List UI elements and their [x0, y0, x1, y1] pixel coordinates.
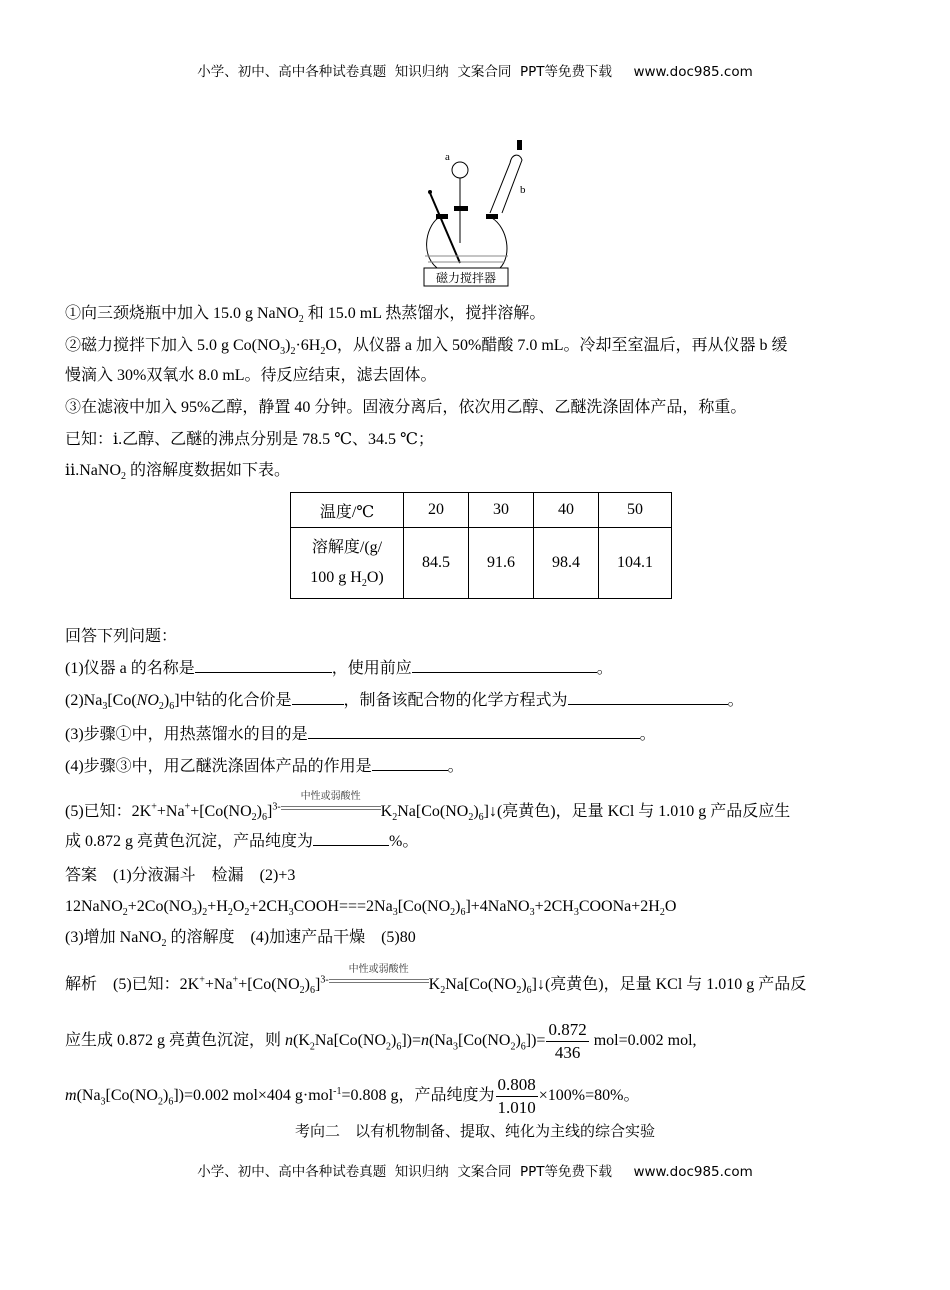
text-run: (5)已知：2K — [65, 803, 152, 820]
table-row — [291, 528, 672, 599]
paragraph — [65, 626, 177, 648]
subscript: 2 — [659, 907, 665, 919]
paragraph — [65, 756, 464, 778]
text-run: 的溶解度数据如下表。 — [126, 462, 291, 479]
subscript: 2 — [450, 907, 456, 919]
paragraph — [65, 429, 434, 451]
fraction — [546, 1019, 588, 1064]
table-cell: 98.4 — [534, 528, 599, 599]
italic-symbol: NO — [136, 692, 159, 709]
text-run: ×100%=80%。 — [538, 1087, 640, 1105]
text-run: (3)增加 NaNO — [65, 929, 162, 946]
text-run: (1)仪器 a 的名称是 — [65, 660, 195, 677]
text-run: ) — [521, 976, 527, 993]
supscript: + — [199, 974, 205, 986]
text-run: (Na — [76, 1087, 101, 1105]
supscript: 3- — [272, 801, 281, 813]
row-label-line1: 溶解度/(g/ — [311, 539, 383, 556]
row-label-line2: 100 g H — [310, 569, 362, 586]
text-run: 和 15.0 mL 热蒸馏水，搅拌溶解。 — [303, 305, 546, 322]
text-run: ) — [196, 898, 203, 915]
subscript: 2 — [309, 1041, 315, 1053]
text-run: ③在滤液中加入 95%乙醇，静置 40 分钟。固液分离后，依次用乙醇、乙醚洗涤固体产品，称重。 — [65, 399, 747, 416]
paragraph — [65, 365, 437, 387]
text-run: ) — [256, 803, 262, 820]
text-run: [Co(NO — [105, 1087, 158, 1105]
subscript: 3 — [191, 907, 197, 919]
fraction — [496, 1074, 538, 1119]
paragraph — [65, 724, 656, 746]
text-run: (K — [293, 1032, 310, 1050]
text-run: 慢滴入 30%双氧水 8.0 mL。待反应结束，滤去固体。 — [65, 367, 437, 384]
subscript: 3 — [288, 907, 294, 919]
text-run: 。 — [596, 660, 613, 677]
text-run: ) — [163, 692, 170, 709]
text-run: O — [232, 898, 245, 915]
text-run: O — [664, 898, 677, 915]
text-run: Na[Co(NO — [397, 803, 469, 820]
subscript: 2 — [468, 812, 474, 824]
text-run: ) — [285, 337, 291, 354]
subscript: 2 — [244, 907, 250, 919]
text-run: Na[Co(NO — [314, 1032, 386, 1050]
text-run: 的溶解度 (4)加速产品干燥 (5)80 — [166, 929, 416, 946]
text-run: 。 — [447, 758, 464, 775]
reaction-condition: 中性或弱酸性 — [300, 791, 361, 802]
subscript: 2 — [386, 1041, 391, 1053]
answer-blank — [195, 658, 332, 673]
text-run: K — [428, 976, 441, 993]
paragraph — [65, 303, 545, 325]
paragraph — [65, 335, 788, 357]
text-run: K — [380, 803, 393, 820]
denominator: 1.010 — [497, 1098, 536, 1117]
text-run: 答案 (1)分液漏斗 检漏 (2)+3 — [65, 867, 296, 884]
text-run: (Na — [429, 1032, 453, 1050]
subscript: 6 — [526, 985, 532, 997]
page-header: 小学、初中、高中各种试卷真题 知识归纳 文案合同 PPT等免费下载 www.doc985.com — [197, 64, 753, 80]
text-run: ] — [314, 976, 321, 993]
text-run: 应生成 0.872 g 亮黄色沉淀，则 — [65, 1032, 286, 1050]
text-run: COOH===2Na — [293, 898, 393, 915]
text-run: (2)Na — [65, 692, 103, 709]
paragraph — [65, 791, 791, 824]
table-cell: 20 — [404, 493, 469, 528]
paragraph — [65, 865, 295, 887]
italic-symbol: m — [65, 1087, 77, 1105]
text-run: Na[Co(NO — [445, 976, 517, 993]
label-a: a — [445, 151, 450, 163]
text-run: +[Co(NO — [238, 976, 300, 993]
italic-symbol: n — [285, 1032, 294, 1050]
paragraph — [65, 831, 418, 853]
section-title: 考向二 以有机物制备、提取、纯化为主线的综合实验 — [294, 1122, 655, 1140]
page-footer: 小学、初中、高中各种试卷真题 知识归纳 文案合同 PPT等免费下载 www.doc985.com — [197, 1164, 753, 1180]
text-run: 成 0.872 g 亮黄色沉淀，产品纯度为 — [65, 833, 314, 850]
text-run: 12NaNO — [65, 898, 123, 915]
text-run: %。 — [389, 833, 419, 850]
text-run: +Na — [156, 803, 185, 820]
subscript: 6 — [520, 1041, 526, 1053]
text-run: ])=0.002 mol×404 g·mol — [173, 1087, 334, 1105]
double-line — [329, 979, 429, 983]
subscript: 2 — [440, 985, 446, 997]
table-row-label — [291, 528, 404, 599]
text-run: ]+4NaNO — [465, 898, 530, 915]
subscript: 2 — [298, 314, 304, 326]
reaction-arrow — [329, 964, 429, 989]
text-run: ⅱ.NaNO — [65, 462, 121, 479]
subscript: 3 — [392, 907, 398, 919]
subscript: 6 — [460, 907, 466, 919]
paragraph — [65, 1074, 639, 1119]
text-run: COONa+2H — [578, 898, 660, 915]
subscript: 6 — [478, 812, 484, 824]
paragraph — [65, 690, 744, 712]
subscript: 2 — [392, 812, 398, 824]
text-run: ] — [266, 803, 273, 820]
solubility-table — [290, 492, 672, 599]
table-cell: 50 — [599, 493, 672, 528]
label-b: b — [520, 184, 526, 196]
supscript: 3- — [320, 974, 329, 986]
text-run: ，制备该配合物的化学方程式为 — [343, 692, 568, 709]
answer-blank — [372, 756, 448, 771]
text-run: =0.808 g，产品纯度为 — [341, 1087, 495, 1105]
text-run: ])= — [401, 1032, 422, 1050]
text-run: 。 — [639, 726, 656, 743]
text-run: +2CH — [534, 898, 574, 915]
text-run: ) — [391, 1032, 397, 1050]
subscript: 2 — [227, 907, 233, 919]
text-run: +H — [207, 898, 228, 915]
paragraph — [65, 1019, 697, 1064]
subscript: 3 — [529, 907, 535, 919]
table-cell: 30 — [469, 493, 534, 528]
apparatus-diagram — [420, 138, 530, 288]
table-cell: 104.1 — [599, 528, 672, 599]
row-label-sub: 2 — [361, 578, 367, 590]
text-run: +2Co(NO — [127, 898, 192, 915]
text-run: ) — [455, 898, 461, 915]
paragraph — [65, 397, 746, 419]
subscript: 2 — [121, 471, 126, 483]
paragraph — [65, 927, 416, 949]
row-label-line2-end: O) — [366, 569, 384, 586]
subscript: 2 — [202, 907, 208, 919]
subscript: 3 — [102, 701, 108, 713]
supscript: -1 — [333, 1085, 342, 1097]
answer-blank — [292, 690, 344, 705]
subscript: 2 — [251, 812, 257, 824]
subscript: 3 — [100, 1096, 106, 1108]
subscript: 2 — [158, 701, 164, 713]
text-run: ①向三颈烧瓶中加入 15.0 g NaNO — [65, 305, 299, 322]
numerator: 0.808 — [496, 1074, 538, 1097]
text-run: ，使用前应 — [331, 660, 412, 677]
text-run: O，从仪器 a 加入 50%醋酸 7.0 mL。冷却至室温后，再从仪器 b 缓 — [325, 337, 788, 354]
text-run: ) — [304, 976, 310, 993]
text-run: [Co(NO — [458, 1032, 511, 1050]
text-run: (4)步骤③中，用乙醚洗涤固体产品的作用是 — [65, 758, 372, 775]
italic-symbol: n — [421, 1032, 430, 1050]
text-run: ]↓(亮黄色)，足量 KCl 与 1.010 g 产品反应生 — [483, 803, 791, 820]
subscript: 2 — [122, 907, 128, 919]
reaction-condition: 中性或弱酸性 — [348, 964, 409, 975]
supscript: + — [232, 974, 239, 986]
subscript: 6 — [309, 985, 315, 997]
subscript: 6 — [261, 812, 267, 824]
subscript: 2 — [161, 938, 167, 950]
subscript: 6 — [169, 701, 175, 713]
denominator: 436 — [554, 1043, 581, 1062]
subscript: 3 — [453, 1041, 458, 1053]
subscript: 6 — [396, 1041, 402, 1053]
answer-blank — [313, 831, 389, 846]
text-run: [Co( — [107, 692, 137, 709]
subscript: 2 — [157, 1096, 163, 1108]
text-run: (3)步骤①中，用热蒸馏水的目的是 — [65, 726, 308, 743]
answer-blank — [308, 724, 640, 739]
text-run: ]中钴的化合价是 — [174, 692, 292, 709]
text-run: ②磁力搅拌下加入 5.0 g Co(NO — [65, 337, 281, 354]
paragraph — [65, 964, 807, 997]
answer-blank — [568, 690, 728, 705]
text-run: +[Co(NO — [190, 803, 252, 820]
text-run: ])= — [525, 1032, 546, 1050]
subscript: 2 — [510, 1041, 516, 1053]
text-run: [Co(NO — [397, 898, 451, 915]
paragraph — [65, 460, 290, 482]
subscript: 2 — [299, 985, 305, 997]
stirrer-label: 磁力搅拌器 — [435, 271, 497, 285]
answer-blank — [412, 658, 597, 673]
text-run: ) — [515, 1032, 521, 1050]
text-run: 解析 (5)已知：2K — [65, 976, 200, 993]
table-cell: 84.5 — [404, 528, 469, 599]
subscript: 6 — [168, 1096, 174, 1108]
subscript: 3 — [280, 346, 286, 358]
reaction-arrow — [281, 791, 381, 816]
numerator: 0.872 — [546, 1019, 588, 1042]
subscript: 2 — [516, 985, 522, 997]
subscript: 2 — [320, 346, 326, 358]
double-line — [281, 806, 381, 810]
supscript: + — [151, 801, 157, 813]
text-run: +2CH — [249, 898, 289, 915]
paragraph — [65, 658, 613, 680]
table-header-cell: 温度/℃ — [291, 493, 404, 528]
text-run: 。 — [727, 692, 744, 709]
text-run: 已知：ⅰ.乙醇、乙醚的沸点分别是 78.5 ℃、34.5 ℃； — [65, 431, 434, 448]
subscript: 2 — [290, 346, 296, 358]
text-run: ]↓(亮黄色)，足量 KCl 与 1.010 g 产品反 — [531, 976, 807, 993]
subscript: 3 — [573, 907, 579, 919]
paragraph — [65, 896, 676, 918]
table-cell: 91.6 — [469, 528, 534, 599]
supscript: + — [184, 801, 191, 813]
text-run: ) — [473, 803, 479, 820]
text-run: +Na — [204, 976, 233, 993]
text-run: ·6H — [295, 337, 321, 354]
table-row — [291, 493, 672, 528]
table-cell: 40 — [534, 493, 599, 528]
text-run: mol=0.002 mol, — [589, 1032, 697, 1050]
text-run: 回答下列问题： — [65, 628, 178, 645]
text-run: ) — [162, 1087, 169, 1105]
